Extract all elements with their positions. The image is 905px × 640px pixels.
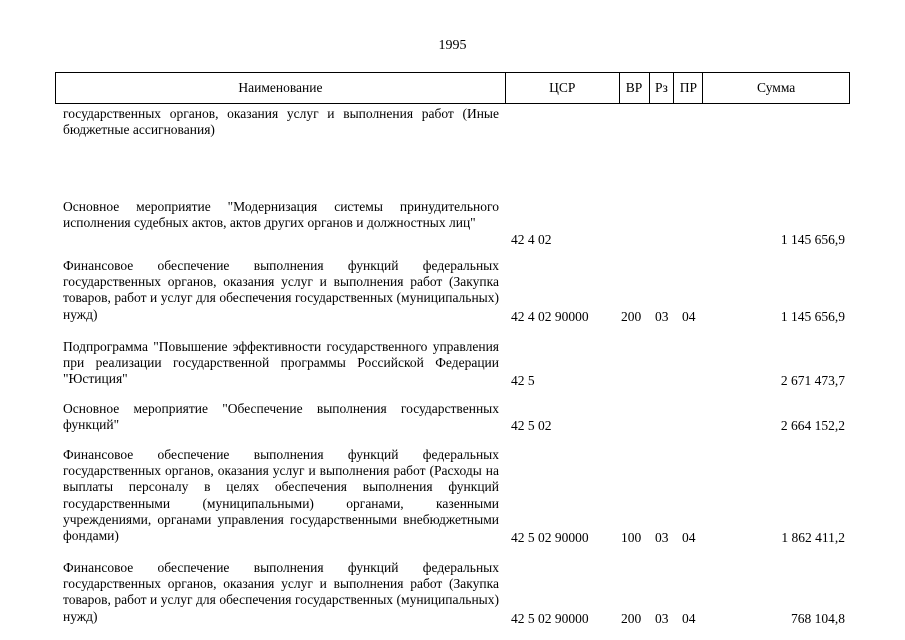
row-pr: 04 [682,611,696,626]
row-csr: 42 4 02 90000 [511,309,589,324]
table-row [0,104,905,152]
header-name: Наименование [56,73,506,103]
header-vr: ВР [620,73,650,103]
row-pr: 04 [682,309,696,324]
row-vr: 200 [621,611,642,626]
row-csr: 42 4 02 [511,232,552,247]
row-sum: 2 664 152,2 [780,418,845,433]
row-sum: 2 671 473,7 [780,373,845,388]
row-name: Финансовое обеспечение выполнения функций федеральных государственных органов, оказания услуг и выполнения работ (Закупка товаров, работ и услуг для обеспечения государственных (муниципальных) нужд) [63,258,499,322]
row-csr: 42 5 02 [511,418,552,433]
header-sum: Сумма [757,80,796,95]
table-header [55,72,850,104]
row-name: Основное мероприятие "Обеспечение выполнения государственных функций" [63,401,499,433]
row-pr: 04 [682,530,696,545]
row-csr: 42 5 02 90000 [511,530,589,545]
row-name: Подпрограмма "Повышение эффективности государственного управления при реализации государственной программы Российской Федерации "Юстиция" [63,339,499,387]
row-csr: 42 5 [511,373,535,388]
row-sum: 1 145 656,9 [780,309,845,324]
row-rz: 03 [655,530,669,545]
row-sum: 768 104,8 [791,611,845,626]
row-csr: 42 5 02 90000 [511,611,589,626]
row-name: Основное мероприятие "Модернизация системы принудительного исполнения судебных актов, актов других органов и должностных лиц" [63,199,499,231]
row-sum: 1 862 411,2 [781,530,845,545]
header-rz: Рз [650,73,675,103]
row-name: государственных органов, оказания услуг и выполнения работ (Иные бюджетные ассигнования) [63,106,499,138]
header-pr: ПР [674,73,703,103]
row-rz: 03 [655,309,669,324]
row-vr: 100 [621,530,642,545]
table-body [0,104,905,626]
row-sum: 1 145 656,9 [780,232,845,247]
row-vr: 200 [621,309,642,324]
row-rz: 03 [655,611,669,626]
row-name: Финансовое обеспечение выполнения функций федеральных государственных органов, оказания услуг и выполнения работ (Расходы на выплаты персоналу в целях обеспечения выполнения функций государственными (муниципальными) органами, казенными учреждениями, органами управления государственными внебюджетными фондами) [63,447,499,544]
header-csr: ЦСР [506,73,620,103]
page-number: 1995 [438,38,467,53]
row-name: Финансовое обеспечение выполнения функций федеральных государственных органов, оказания услуг и выполнения работ (Закупка товаров, работ и услуг для обеспечения государственных (муниципальных) нужд) [63,560,499,624]
